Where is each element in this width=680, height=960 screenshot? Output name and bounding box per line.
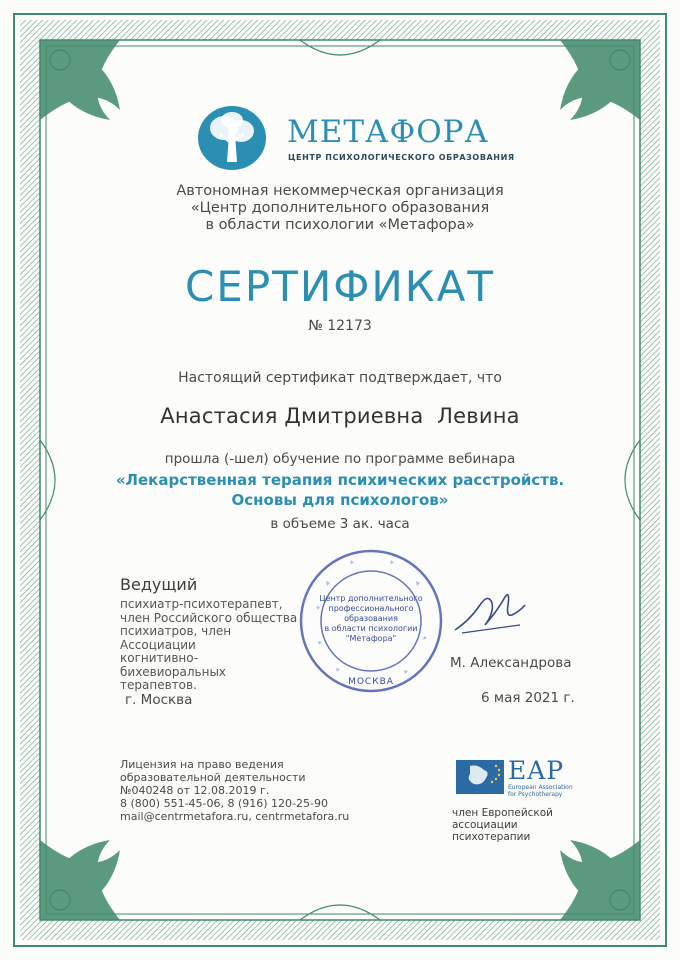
- lead-description-line: член Российского общества: [120, 610, 298, 625]
- brand-name: МЕТАФОРА: [287, 114, 490, 150]
- eap-flag-icon: [456, 760, 504, 794]
- organization-line: «Центр дополнительного образования: [190, 200, 490, 216]
- eap-subtitle-line: European Association: [508, 784, 573, 791]
- lead-description-line: терапевтов.: [120, 678, 197, 692]
- lead-description-line: психиатр-психотерапевт,: [120, 597, 283, 611]
- signature: [450, 585, 530, 640]
- city: г. Москва: [125, 692, 193, 708]
- confirm-text: Настоящий сертификат подтверждает, что: [178, 370, 502, 386]
- license-line: образовательной деятельности: [120, 771, 306, 784]
- certificate-number: № 12173: [308, 318, 372, 334]
- license-line: №040248 от 12.08.2019 г.: [120, 784, 270, 797]
- stamp-text-line: профессионального: [328, 604, 414, 613]
- eap-member-line: член Европейской: [452, 807, 554, 819]
- eap-logo: EAP: [508, 756, 565, 785]
- passed-text: прошла (-шел) обучение по программе вебинара: [164, 451, 516, 467]
- volume-text: в объеме 3 ак. часа: [270, 516, 410, 532]
- eap-member-text: [452, 807, 572, 843]
- official-stamp: [296, 546, 446, 696]
- eap-subtitle: [508, 784, 588, 798]
- stamp-bottom-text: МОСКВА: [348, 677, 394, 687]
- organization-line: Автономная некоммерческая организация: [176, 183, 504, 199]
- license-line: 8 (800) 551-45-06, 8 (916) 120-25-90: [120, 797, 328, 810]
- lead-description-line: психиатров, член Ассоциации: [120, 624, 232, 652]
- license-info: [120, 758, 370, 823]
- certificate-title: СЕРТИФИКАТ: [184, 262, 496, 311]
- organization-line: в области психологии «Метафора»: [205, 217, 475, 233]
- eap-subtitle-line: for Psychotherapy: [508, 791, 563, 798]
- stamp-text-line: образования: [344, 614, 398, 623]
- issue-date: 6 мая 2021 г.: [481, 690, 575, 706]
- license-line: mail@centrmetafora.ru, centrmetafora.ru: [120, 810, 350, 823]
- program-title-line: Основы для психологов»: [231, 491, 449, 509]
- signer-name: М. Александрова: [450, 655, 572, 671]
- program-title-line: «Лекарственная терапия психических расстройств.: [115, 471, 565, 489]
- lead-description-line: когнитивно-бихевиоральных: [120, 651, 227, 679]
- license-line: Лицензия на право ведения: [120, 758, 284, 771]
- stamp-text-line: Центр дополнительного: [319, 594, 423, 603]
- lead-description: [120, 598, 300, 693]
- tree-logo-icon: [196, 104, 268, 172]
- person-name: Анастасия Дмитриевна Левина: [160, 404, 520, 428]
- stamp-text-line: "Метафора": [345, 634, 397, 643]
- brand-subtitle: ЦЕНТР ПСИХОЛОГИЧЕСКОГО ОБРАЗОВАНИЯ: [288, 153, 515, 162]
- eap-member-line: ассоциации психотерапии: [452, 819, 531, 843]
- stamp-text-line: в области психологии: [324, 624, 418, 633]
- lead-title: Ведущий: [120, 575, 198, 594]
